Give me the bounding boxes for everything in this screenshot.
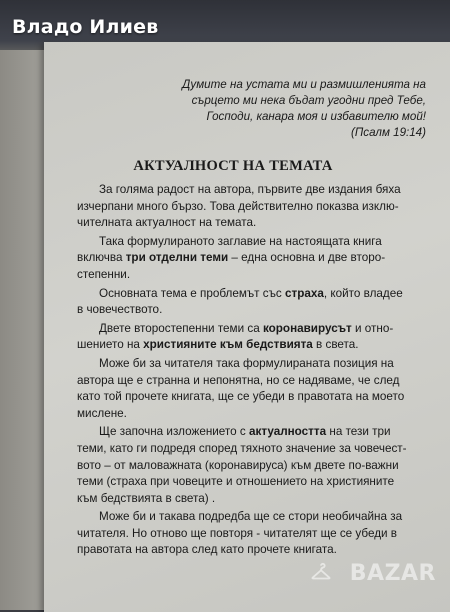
text-run: Може би и такава подредба ще се стори необичайна за	[99, 510, 403, 524]
text-run: включва	[77, 251, 126, 265]
text-line	[77, 491, 427, 508]
seller-name: Владо Илиев	[12, 16, 159, 38]
paragraph	[77, 321, 427, 354]
text-run: като той прочете книгата, ще се убеди в правотата на моето	[77, 390, 405, 404]
text-run: , който владее	[323, 286, 403, 300]
text-line	[77, 424, 427, 441]
section-heading: АКТУАЛНОСТ НА ТЕМАТА	[133, 158, 333, 174]
text-line	[77, 441, 427, 458]
text-line	[77, 286, 427, 303]
text-line	[77, 337, 427, 354]
paragraph	[77, 509, 427, 559]
hanger-icon	[310, 562, 332, 584]
text-line	[77, 474, 427, 491]
text-line	[77, 406, 427, 423]
text-line	[77, 542, 427, 559]
text-run: мислене.	[77, 406, 127, 420]
text-line	[77, 526, 427, 543]
epigraph	[114, 77, 426, 141]
text-line	[77, 373, 427, 390]
text-run: на тези три	[326, 425, 391, 439]
text-run: За голяма радост на автора, първите две издания бяха	[99, 183, 401, 196]
text-run: правотата на автора след като прочете книгата.	[77, 543, 337, 557]
text-line	[77, 458, 427, 475]
text-line	[77, 302, 427, 319]
text-line	[77, 267, 427, 284]
paragraph	[77, 286, 427, 319]
text-run: и отно-	[351, 321, 394, 335]
text-run: степенни.	[77, 267, 131, 281]
text-run: читателя. Но отново ще повторя - читателят ще се убеди в	[77, 526, 398, 540]
paragraph	[77, 356, 427, 422]
text-run: Така формулираното заглавие на настоящата книга	[99, 234, 382, 248]
bold-text: коронавирусът	[262, 321, 352, 335]
text-run: в човечеството.	[77, 303, 163, 317]
text-run: Двете второстепенни теми са	[99, 321, 263, 335]
text-line	[77, 321, 427, 338]
text-run: в света.	[312, 338, 359, 352]
body-text	[77, 182, 427, 561]
text-line	[77, 234, 427, 251]
text-line	[77, 356, 427, 373]
bold-text: християните към бедствията	[143, 338, 313, 352]
text-run: вото – от маловажната (коронавируса) към двете по-важни	[77, 458, 399, 472]
bold-text: три отделни теми	[125, 251, 229, 265]
text-run: теми (страха при човеците и отношението на християните	[77, 475, 395, 489]
text-run: – една основна и две второ-	[228, 251, 386, 265]
bold-text: актуалността	[248, 425, 327, 439]
book-page	[44, 42, 450, 612]
text-run: към бедствията в света) .	[77, 491, 216, 505]
text-run: теми, като ги подредя според тяхното значение за човечест-	[77, 441, 407, 455]
text-line	[77, 250, 427, 267]
text-run: автора ще е странна и непонятна, но се надяваме, че след	[77, 373, 400, 387]
text-line	[77, 215, 427, 232]
watermark-logo: BAZAR	[349, 561, 436, 586]
epigraph-line: Господи, канара моя и избавителю мой!	[206, 110, 426, 123]
text-line	[77, 389, 427, 406]
text-line	[77, 199, 427, 216]
paragraph	[77, 182, 427, 232]
epigraph-line: Думите на устата ми и размишленията на	[182, 78, 426, 91]
text-line	[77, 182, 427, 199]
epigraph-line: сърцето ми нека бъдат угодни пред Тебе,	[191, 94, 426, 107]
paragraph	[77, 424, 427, 507]
paragraph	[77, 234, 427, 284]
text-run: изчерпани много бързо. Това действително показва изклю-	[77, 199, 399, 213]
text-run: шението на	[77, 338, 144, 352]
text-run: Може би за читателя така формулираната позиция на	[99, 356, 394, 370]
epigraph-reference: (Псалм 19:14)	[351, 126, 426, 139]
text-line	[77, 509, 427, 526]
text-run: Основната тема е проблемът със	[99, 286, 286, 300]
bold-text: страха	[285, 286, 324, 300]
text-run: Ще започна изложението с	[99, 425, 249, 439]
text-run: чителната актуалност на темата.	[77, 216, 257, 230]
